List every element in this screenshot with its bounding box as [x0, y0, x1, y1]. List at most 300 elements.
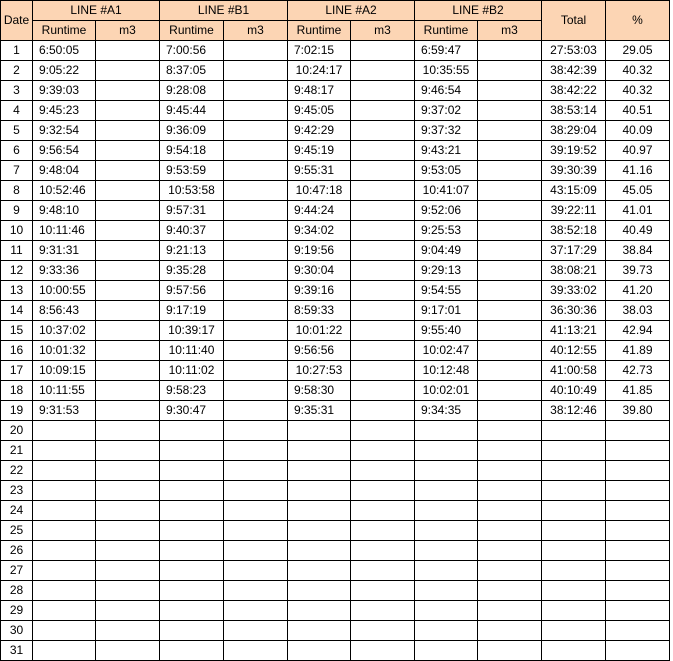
line-a2-m3-cell[interactable]	[351, 141, 415, 161]
percent-cell[interactable]	[606, 641, 670, 661]
line-b2-m3-cell[interactable]	[478, 581, 542, 601]
total-cell[interactable]	[542, 481, 606, 501]
date-cell[interactable]: 23	[1, 481, 33, 501]
line-a1-runtime-cell[interactable]: 9:05:22	[33, 61, 96, 81]
line-b1-runtime-cell[interactable]: 9:30:47	[160, 401, 224, 421]
line-a2-m3-cell[interactable]	[351, 361, 415, 381]
line-b1-m3-cell[interactable]	[224, 61, 288, 81]
date-cell[interactable]: 4	[1, 101, 33, 121]
percent-cell[interactable]	[606, 601, 670, 621]
line-b1-m3-cell[interactable]	[224, 201, 288, 221]
line-a1-runtime-cell[interactable]	[33, 441, 96, 461]
line-b2-runtime-cell[interactable]	[415, 541, 478, 561]
line-a1-runtime-cell[interactable]	[33, 561, 96, 581]
percent-cell[interactable]: 41.85	[606, 381, 670, 401]
line-a2-m3-cell[interactable]	[351, 401, 415, 421]
line-a2-runtime-cell[interactable]	[288, 501, 351, 521]
percent-cell[interactable]	[606, 421, 670, 441]
line-b2-runtime-cell[interactable]: 10:12:48	[415, 361, 478, 381]
line-a2-runtime-cell[interactable]	[288, 481, 351, 501]
line-a1-runtime-cell[interactable]: 9:48:04	[33, 161, 96, 181]
line-b1-runtime-cell[interactable]: 9:35:28	[160, 261, 224, 281]
line-b1-m3-cell[interactable]	[224, 121, 288, 141]
line-a2-runtime-cell[interactable]: 9:56:56	[288, 341, 351, 361]
date-cell[interactable]: 19	[1, 401, 33, 421]
line-b1-m3-cell[interactable]	[224, 541, 288, 561]
date-cell[interactable]: 1	[1, 41, 33, 61]
line-a1-runtime-cell[interactable]	[33, 501, 96, 521]
date-cell[interactable]: 11	[1, 241, 33, 261]
percent-cell[interactable]: 41.01	[606, 201, 670, 221]
date-cell[interactable]: 29	[1, 601, 33, 621]
line-a2-runtime-cell[interactable]: 9:45:19	[288, 141, 351, 161]
percent-cell[interactable]	[606, 521, 670, 541]
percent-cell[interactable]: 38.03	[606, 301, 670, 321]
line-b1-runtime-cell[interactable]	[160, 481, 224, 501]
line-b1-runtime-cell[interactable]: 10:11:02	[160, 361, 224, 381]
line-b1-runtime-cell[interactable]: 8:37:05	[160, 61, 224, 81]
date-cell[interactable]: 27	[1, 561, 33, 581]
line-b2-runtime-cell[interactable]	[415, 441, 478, 461]
line-a2-m3-cell[interactable]	[351, 621, 415, 641]
line-b1-m3-cell[interactable]	[224, 461, 288, 481]
total-cell[interactable]: 38:53:14	[542, 101, 606, 121]
line-a1-runtime-cell[interactable]: 8:56:43	[33, 301, 96, 321]
percent-cell[interactable]	[606, 481, 670, 501]
line-a2-m3-cell[interactable]	[351, 221, 415, 241]
line-b2-runtime-cell[interactable]: 6:59:47	[415, 41, 478, 61]
line-b1-m3-cell[interactable]	[224, 141, 288, 161]
line-b1-m3-cell[interactable]	[224, 441, 288, 461]
line-a1-runtime-cell[interactable]: 9:56:54	[33, 141, 96, 161]
date-cell[interactable]: 17	[1, 361, 33, 381]
line-a1-runtime-cell[interactable]: 9:33:36	[33, 261, 96, 281]
line-a1-runtime-cell[interactable]	[33, 601, 96, 621]
line-b2-m3-cell[interactable]	[478, 401, 542, 421]
line-b1-m3-cell[interactable]	[224, 501, 288, 521]
line-a1-m3-cell[interactable]	[96, 361, 160, 381]
total-cell[interactable]: 41:13:21	[542, 321, 606, 341]
line-a2-runtime-cell[interactable]	[288, 641, 351, 661]
line-a1-m3-cell[interactable]	[96, 261, 160, 281]
percent-cell[interactable]	[606, 541, 670, 561]
percent-cell[interactable]: 45.05	[606, 181, 670, 201]
date-cell[interactable]: 14	[1, 301, 33, 321]
line-b1-runtime-cell[interactable]: 7:00:56	[160, 41, 224, 61]
line-a1-runtime-cell[interactable]: 9:32:54	[33, 121, 96, 141]
line-a2-m3-cell[interactable]	[351, 161, 415, 181]
line-a2-m3-cell[interactable]	[351, 441, 415, 461]
total-cell[interactable]: 38:52:18	[542, 221, 606, 241]
percent-cell[interactable]: 40.09	[606, 121, 670, 141]
percent-cell[interactable]	[606, 501, 670, 521]
line-b2-runtime-cell[interactable]	[415, 521, 478, 541]
percent-cell[interactable]: 41.16	[606, 161, 670, 181]
line-b1-runtime-cell[interactable]: 9:28:08	[160, 81, 224, 101]
line-a1-runtime-cell[interactable]	[33, 621, 96, 641]
line-a1-m3-cell[interactable]	[96, 321, 160, 341]
line-b2-m3-cell[interactable]	[478, 441, 542, 461]
line-a1-runtime-cell[interactable]: 9:45:23	[33, 101, 96, 121]
line-b2-runtime-cell[interactable]: 9:29:13	[415, 261, 478, 281]
total-cell[interactable]	[542, 601, 606, 621]
line-b2-runtime-cell[interactable]	[415, 421, 478, 441]
line-b1-m3-cell[interactable]	[224, 81, 288, 101]
line-a2-m3-cell[interactable]	[351, 201, 415, 221]
total-cell[interactable]: 38:42:22	[542, 81, 606, 101]
line-a1-runtime-cell[interactable]: 10:37:02	[33, 321, 96, 341]
line-a1-m3-cell[interactable]	[96, 521, 160, 541]
total-cell[interactable]	[542, 561, 606, 581]
line-a1-m3-cell[interactable]	[96, 461, 160, 481]
line-a1-m3-cell[interactable]	[96, 301, 160, 321]
line-b1-m3-cell[interactable]	[224, 561, 288, 581]
line-a1-runtime-cell[interactable]: 10:11:46	[33, 221, 96, 241]
line-b1-runtime-cell[interactable]: 9:40:37	[160, 221, 224, 241]
percent-cell[interactable]: 41.89	[606, 341, 670, 361]
percent-cell[interactable]: 39.73	[606, 261, 670, 281]
line-a2-runtime-cell[interactable]	[288, 521, 351, 541]
date-cell[interactable]: 8	[1, 181, 33, 201]
line-b2-m3-cell[interactable]	[478, 261, 542, 281]
line-a2-m3-cell[interactable]	[351, 281, 415, 301]
line-a2-runtime-cell[interactable]: 8:59:33	[288, 301, 351, 321]
line-a2-runtime-cell[interactable]: 9:44:24	[288, 201, 351, 221]
total-cell[interactable]: 39:22:11	[542, 201, 606, 221]
line-a2-runtime-cell[interactable]	[288, 581, 351, 601]
line-b2-m3-cell[interactable]	[478, 221, 542, 241]
line-a1-runtime-cell[interactable]: 10:01:32	[33, 341, 96, 361]
line-a2-runtime-cell[interactable]	[288, 441, 351, 461]
line-b1-m3-cell[interactable]	[224, 361, 288, 381]
line-a1-runtime-cell[interactable]: 6:50:05	[33, 41, 96, 61]
line-a2-runtime-cell[interactable]: 10:47:18	[288, 181, 351, 201]
line-b2-runtime-cell[interactable]	[415, 461, 478, 481]
line-b2-runtime-cell[interactable]: 9:04:49	[415, 241, 478, 261]
total-cell[interactable]	[542, 641, 606, 661]
line-b1-runtime-cell[interactable]	[160, 581, 224, 601]
line-b1-m3-cell[interactable]	[224, 301, 288, 321]
line-b1-m3-cell[interactable]	[224, 521, 288, 541]
line-b2-m3-cell[interactable]	[478, 121, 542, 141]
total-cell[interactable]: 38:42:39	[542, 61, 606, 81]
line-b1-runtime-cell[interactable]	[160, 461, 224, 481]
percent-cell[interactable]: 38.84	[606, 241, 670, 261]
line-a1-runtime-cell[interactable]	[33, 421, 96, 441]
line-a2-runtime-cell[interactable]: 10:27:53	[288, 361, 351, 381]
line-a2-m3-cell[interactable]	[351, 421, 415, 441]
line-b1-runtime-cell[interactable]	[160, 541, 224, 561]
total-cell[interactable]	[542, 581, 606, 601]
date-cell[interactable]: 10	[1, 221, 33, 241]
line-a2-m3-cell[interactable]	[351, 381, 415, 401]
percent-cell[interactable]: 40.32	[606, 61, 670, 81]
line-a1-m3-cell[interactable]	[96, 121, 160, 141]
line-b1-runtime-cell[interactable]: 9:58:23	[160, 381, 224, 401]
line-a1-m3-cell[interactable]	[96, 161, 160, 181]
line-b1-m3-cell[interactable]	[224, 161, 288, 181]
line-a1-m3-cell[interactable]	[96, 141, 160, 161]
date-cell[interactable]: 24	[1, 501, 33, 521]
line-b2-m3-cell[interactable]	[478, 521, 542, 541]
date-cell[interactable]: 26	[1, 541, 33, 561]
line-b2-runtime-cell[interactable]: 9:37:02	[415, 101, 478, 121]
line-b2-runtime-cell[interactable]	[415, 601, 478, 621]
line-a2-runtime-cell[interactable]	[288, 561, 351, 581]
line-b2-m3-cell[interactable]	[478, 201, 542, 221]
total-cell[interactable]: 40:10:49	[542, 381, 606, 401]
line-b1-m3-cell[interactable]	[224, 341, 288, 361]
line-a1-m3-cell[interactable]	[96, 341, 160, 361]
line-b2-m3-cell[interactable]	[478, 421, 542, 441]
total-cell[interactable]: 37:17:29	[542, 241, 606, 261]
line-b1-runtime-cell[interactable]: 9:57:31	[160, 201, 224, 221]
line-a2-m3-cell[interactable]	[351, 321, 415, 341]
date-cell[interactable]: 25	[1, 521, 33, 541]
line-a1-m3-cell[interactable]	[96, 501, 160, 521]
line-b1-m3-cell[interactable]	[224, 221, 288, 241]
date-cell[interactable]: 13	[1, 281, 33, 301]
line-a2-m3-cell[interactable]	[351, 481, 415, 501]
line-b2-m3-cell[interactable]	[478, 601, 542, 621]
line-a2-m3-cell[interactable]	[351, 561, 415, 581]
line-b2-m3-cell[interactable]	[478, 181, 542, 201]
line-a1-m3-cell[interactable]	[96, 541, 160, 561]
line-b2-runtime-cell[interactable]: 9:55:40	[415, 321, 478, 341]
line-b1-runtime-cell[interactable]: 9:17:19	[160, 301, 224, 321]
total-cell[interactable]	[542, 421, 606, 441]
line-b1-runtime-cell[interactable]	[160, 621, 224, 641]
line-b2-m3-cell[interactable]	[478, 561, 542, 581]
line-b2-m3-cell[interactable]	[478, 81, 542, 101]
line-b1-runtime-cell[interactable]	[160, 601, 224, 621]
line-b2-m3-cell[interactable]	[478, 361, 542, 381]
line-b2-runtime-cell[interactable]: 9:54:55	[415, 281, 478, 301]
total-cell[interactable]: 43:15:09	[542, 181, 606, 201]
line-b1-m3-cell[interactable]	[224, 481, 288, 501]
line-b2-m3-cell[interactable]	[478, 481, 542, 501]
line-a2-m3-cell[interactable]	[351, 641, 415, 661]
date-cell[interactable]: 18	[1, 381, 33, 401]
total-cell[interactable]: 38:12:46	[542, 401, 606, 421]
line-b2-m3-cell[interactable]	[478, 641, 542, 661]
percent-cell[interactable]: 40.32	[606, 81, 670, 101]
line-a1-runtime-cell[interactable]: 9:31:53	[33, 401, 96, 421]
line-b2-m3-cell[interactable]	[478, 381, 542, 401]
line-b2-runtime-cell[interactable]: 9:52:06	[415, 201, 478, 221]
line-a2-m3-cell[interactable]	[351, 41, 415, 61]
line-a2-m3-cell[interactable]	[351, 241, 415, 261]
date-cell[interactable]: 28	[1, 581, 33, 601]
percent-cell[interactable]: 40.97	[606, 141, 670, 161]
total-cell[interactable]: 41:00:58	[542, 361, 606, 381]
line-a1-runtime-cell[interactable]: 9:39:03	[33, 81, 96, 101]
line-a2-runtime-cell[interactable]	[288, 421, 351, 441]
line-a2-m3-cell[interactable]	[351, 601, 415, 621]
line-a1-runtime-cell[interactable]	[33, 541, 96, 561]
percent-cell[interactable]: 41.20	[606, 281, 670, 301]
date-cell[interactable]: 20	[1, 421, 33, 441]
line-a2-m3-cell[interactable]	[351, 581, 415, 601]
line-b2-m3-cell[interactable]	[478, 301, 542, 321]
total-cell[interactable]	[542, 441, 606, 461]
line-b2-m3-cell[interactable]	[478, 241, 542, 261]
line-b2-runtime-cell[interactable]: 10:02:47	[415, 341, 478, 361]
total-cell[interactable]: 38:29:04	[542, 121, 606, 141]
line-b1-runtime-cell[interactable]: 10:39:17	[160, 321, 224, 341]
total-cell[interactable]	[542, 521, 606, 541]
line-b2-runtime-cell[interactable]: 10:35:55	[415, 61, 478, 81]
line-b1-m3-cell[interactable]	[224, 601, 288, 621]
line-a2-runtime-cell[interactable]	[288, 461, 351, 481]
line-b2-m3-cell[interactable]	[478, 141, 542, 161]
line-a1-runtime-cell[interactable]	[33, 481, 96, 501]
line-a1-m3-cell[interactable]	[96, 421, 160, 441]
percent-cell[interactable]: 39.80	[606, 401, 670, 421]
line-b2-m3-cell[interactable]	[478, 461, 542, 481]
date-cell[interactable]: 21	[1, 441, 33, 461]
line-a2-runtime-cell[interactable]: 7:02:15	[288, 41, 351, 61]
line-a1-m3-cell[interactable]	[96, 101, 160, 121]
line-b1-m3-cell[interactable]	[224, 401, 288, 421]
line-a1-runtime-cell[interactable]	[33, 581, 96, 601]
line-b1-m3-cell[interactable]	[224, 41, 288, 61]
line-b2-runtime-cell[interactable]	[415, 501, 478, 521]
line-b2-m3-cell[interactable]	[478, 341, 542, 361]
line-a2-m3-cell[interactable]	[351, 341, 415, 361]
line-b1-m3-cell[interactable]	[224, 641, 288, 661]
line-b2-m3-cell[interactable]	[478, 101, 542, 121]
line-b1-m3-cell[interactable]	[224, 321, 288, 341]
line-a2-m3-cell[interactable]	[351, 541, 415, 561]
total-cell[interactable]: 38:08:21	[542, 261, 606, 281]
percent-cell[interactable]	[606, 461, 670, 481]
date-cell[interactable]: 22	[1, 461, 33, 481]
line-b2-runtime-cell[interactable]: 9:17:01	[415, 301, 478, 321]
line-a1-runtime-cell[interactable]	[33, 521, 96, 541]
line-a1-m3-cell[interactable]	[96, 601, 160, 621]
line-b2-m3-cell[interactable]	[478, 621, 542, 641]
line-a2-runtime-cell[interactable]: 9:35:31	[288, 401, 351, 421]
date-cell[interactable]: 31	[1, 641, 33, 661]
line-b1-runtime-cell[interactable]: 9:36:09	[160, 121, 224, 141]
line-a2-runtime-cell[interactable]: 9:55:31	[288, 161, 351, 181]
line-a2-runtime-cell[interactable]: 9:19:56	[288, 241, 351, 261]
line-b1-runtime-cell[interactable]	[160, 521, 224, 541]
line-b1-m3-cell[interactable]	[224, 621, 288, 641]
line-b1-m3-cell[interactable]	[224, 101, 288, 121]
line-b1-runtime-cell[interactable]: 9:45:44	[160, 101, 224, 121]
line-a1-runtime-cell[interactable]: 9:48:10	[33, 201, 96, 221]
line-a2-m3-cell[interactable]	[351, 261, 415, 281]
line-a1-m3-cell[interactable]	[96, 41, 160, 61]
line-b1-m3-cell[interactable]	[224, 381, 288, 401]
total-cell[interactable]: 36:30:36	[542, 301, 606, 321]
total-cell[interactable]: 39:19:52	[542, 141, 606, 161]
line-b1-m3-cell[interactable]	[224, 241, 288, 261]
line-a2-m3-cell[interactable]	[351, 501, 415, 521]
percent-cell[interactable]	[606, 621, 670, 641]
line-b2-runtime-cell[interactable]	[415, 481, 478, 501]
line-a1-m3-cell[interactable]	[96, 241, 160, 261]
line-a2-m3-cell[interactable]	[351, 101, 415, 121]
line-b2-runtime-cell[interactable]: 10:02:01	[415, 381, 478, 401]
line-b1-runtime-cell[interactable]: 9:21:13	[160, 241, 224, 261]
line-b1-runtime-cell[interactable]: 10:11:40	[160, 341, 224, 361]
total-cell[interactable]	[542, 501, 606, 521]
line-a1-m3-cell[interactable]	[96, 581, 160, 601]
line-b2-runtime-cell[interactable]: 9:43:21	[415, 141, 478, 161]
line-a2-runtime-cell[interactable]: 9:42:29	[288, 121, 351, 141]
line-a2-runtime-cell[interactable]	[288, 601, 351, 621]
date-cell[interactable]: 3	[1, 81, 33, 101]
line-b1-m3-cell[interactable]	[224, 261, 288, 281]
line-b1-runtime-cell[interactable]: 9:57:56	[160, 281, 224, 301]
line-b2-runtime-cell[interactable]	[415, 641, 478, 661]
date-cell[interactable]: 15	[1, 321, 33, 341]
line-a1-m3-cell[interactable]	[96, 201, 160, 221]
line-a2-m3-cell[interactable]	[351, 121, 415, 141]
line-a2-m3-cell[interactable]	[351, 301, 415, 321]
line-a2-m3-cell[interactable]	[351, 61, 415, 81]
line-b1-m3-cell[interactable]	[224, 181, 288, 201]
line-b2-runtime-cell[interactable]	[415, 621, 478, 641]
line-a1-runtime-cell[interactable]: 9:31:31	[33, 241, 96, 261]
total-cell[interactable]: 27:53:03	[542, 41, 606, 61]
percent-cell[interactable]: 42.94	[606, 321, 670, 341]
line-a2-runtime-cell[interactable]: 9:39:16	[288, 281, 351, 301]
line-a2-runtime-cell[interactable]	[288, 541, 351, 561]
line-b1-m3-cell[interactable]	[224, 421, 288, 441]
line-b2-m3-cell[interactable]	[478, 501, 542, 521]
line-a2-runtime-cell[interactable]: 9:45:05	[288, 101, 351, 121]
line-a2-m3-cell[interactable]	[351, 81, 415, 101]
line-b1-runtime-cell[interactable]: 10:53:58	[160, 181, 224, 201]
line-a1-m3-cell[interactable]	[96, 481, 160, 501]
line-b2-m3-cell[interactable]	[478, 61, 542, 81]
date-cell[interactable]: 5	[1, 121, 33, 141]
line-b2-runtime-cell[interactable]: 9:25:53	[415, 221, 478, 241]
line-b2-m3-cell[interactable]	[478, 161, 542, 181]
date-cell[interactable]: 6	[1, 141, 33, 161]
date-cell[interactable]: 16	[1, 341, 33, 361]
line-b2-m3-cell[interactable]	[478, 541, 542, 561]
line-b2-runtime-cell[interactable]	[415, 581, 478, 601]
line-a1-m3-cell[interactable]	[96, 621, 160, 641]
date-cell[interactable]: 12	[1, 261, 33, 281]
line-b1-runtime-cell[interactable]	[160, 421, 224, 441]
line-a1-runtime-cell[interactable]: 10:00:55	[33, 281, 96, 301]
total-cell[interactable]	[542, 461, 606, 481]
line-b2-runtime-cell[interactable]: 9:46:54	[415, 81, 478, 101]
percent-cell[interactable]: 40.51	[606, 101, 670, 121]
line-a2-m3-cell[interactable]	[351, 521, 415, 541]
line-a1-m3-cell[interactable]	[96, 381, 160, 401]
line-b1-m3-cell[interactable]	[224, 281, 288, 301]
line-a1-m3-cell[interactable]	[96, 281, 160, 301]
line-a1-m3-cell[interactable]	[96, 181, 160, 201]
line-a2-runtime-cell[interactable]: 10:24:17	[288, 61, 351, 81]
line-a1-runtime-cell[interactable]: 10:11:55	[33, 381, 96, 401]
percent-cell[interactable]: 29.05	[606, 41, 670, 61]
line-a1-m3-cell[interactable]	[96, 61, 160, 81]
line-a1-m3-cell[interactable]	[96, 81, 160, 101]
line-a2-m3-cell[interactable]	[351, 181, 415, 201]
line-a2-m3-cell[interactable]	[351, 461, 415, 481]
percent-cell[interactable]: 42.73	[606, 361, 670, 381]
line-b2-runtime-cell[interactable]: 9:34:35	[415, 401, 478, 421]
total-cell[interactable]: 40:12:55	[542, 341, 606, 361]
